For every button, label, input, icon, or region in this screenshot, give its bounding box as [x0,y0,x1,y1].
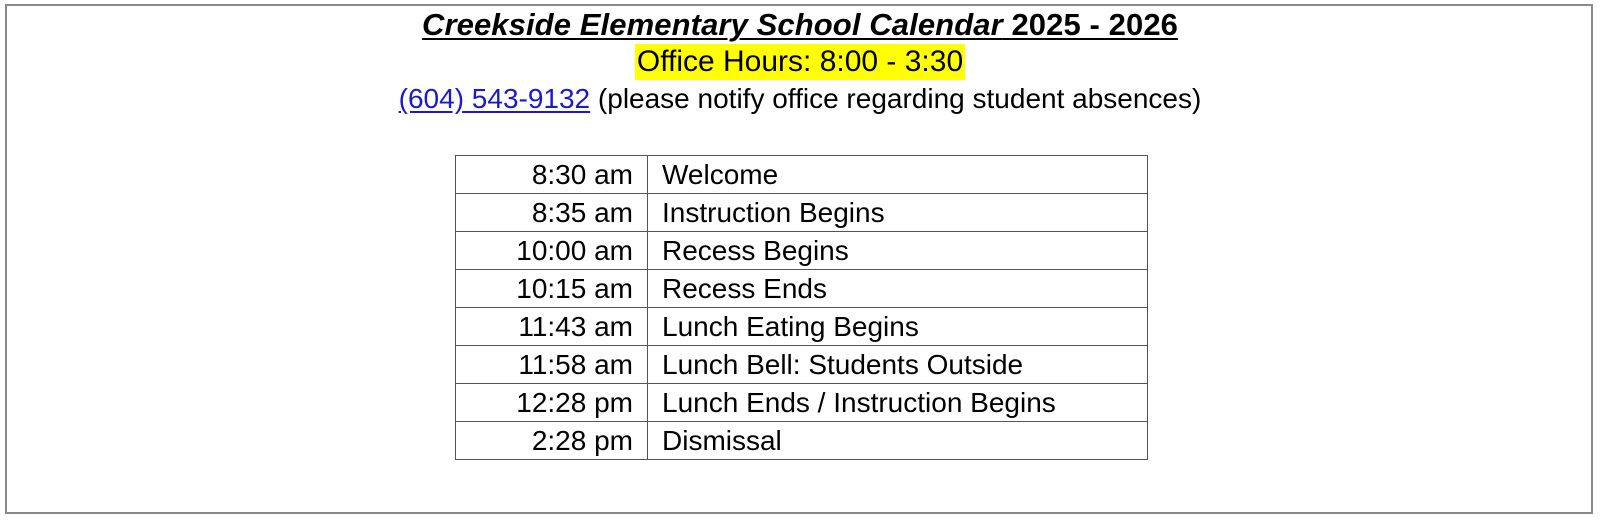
schedule-time: 8:30 am [456,156,648,194]
schedule-time: 11:43 am [456,308,648,346]
table-row [456,346,1148,384]
office-hours: Office Hours: 8:00 - 3:30 [636,45,964,78]
title-years: 2025 - 2026 [1011,7,1179,42]
schedule-time: 12:28 pm [456,384,648,422]
table-row [456,156,1148,194]
schedule-event: Lunch Eating Begins [648,308,1148,346]
schedule-event: Lunch Ends / Instruction Begins [648,384,1148,422]
phone-note: (please notify office regarding student absences) [597,83,1202,114]
schedule-time: 10:00 am [456,232,648,270]
bell-schedule-table [455,155,1148,460]
schedule-event: Instruction Begins [648,194,1148,232]
schedule-event: Recess Ends [648,270,1148,308]
phone-line [0,80,1600,118]
title-school-name: Creekside Elementary School Calendar [421,7,1003,42]
page-title [0,6,1600,44]
bell-schedule-body [456,156,1148,460]
phone-link[interactable]: (604) 543-9132 [398,83,591,114]
table-row [456,194,1148,232]
table-row [456,232,1148,270]
table-row [456,270,1148,308]
table-row [456,308,1148,346]
schedule-event: Dismissal [648,422,1148,460]
schedule-event: Lunch Bell: Students Outside [648,346,1148,384]
table-row [456,422,1148,460]
schedule-event: Recess Begins [648,232,1148,270]
schedule-time: 8:35 am [456,194,648,232]
schedule-time: 10:15 am [456,270,648,308]
schedule-time: 11:58 am [456,346,648,384]
table-row [456,384,1148,422]
schedule-time: 2:28 pm [456,422,648,460]
calendar-header [0,6,1600,118]
schedule-event: Welcome [648,156,1148,194]
